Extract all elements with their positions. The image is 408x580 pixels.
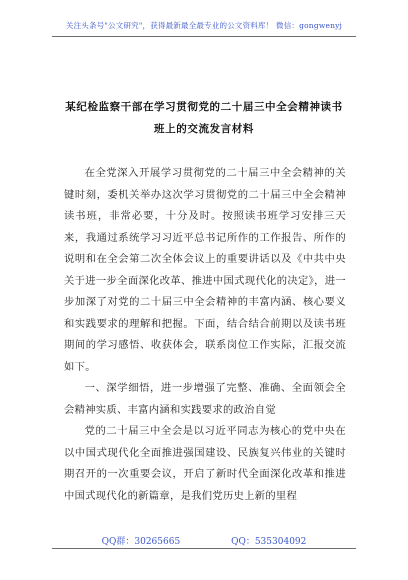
document-title-line1: 某纪检监察干部在学习贯彻党的二十届三中全会精神读书 — [65, 101, 343, 113]
paragraph-section-heading: 一、深学细悟，进一步增强了完整、准确、全面领会全会精神实质、丰富内涵和实践要求的政治自觉 — [64, 382, 346, 416]
document-title-line2: 班上的交流发言材料 — [154, 123, 254, 135]
footer-divider — [52, 548, 356, 549]
footer-contact — [0, 534, 408, 547]
paragraph-section-body: 党的二十届三中全会是以习近平同志为核心的党中央在以中国式现代化全面推进强国建设、民族复兴伟业的关键时期召开的一次重要会议，开启了新时代全面深化改革和推进中国式现代化的新篇章，是我们党历史上新的里程 — [64, 425, 346, 502]
paragraph-intro: 在全党深入开展学习贯彻党的二十届三中全会精神的关键时刻，委机关举办这次学习贯彻党的二十届三中全会精神读书班，非常必要，十分及时。按照读书班学习安排三天来，我通过系统学习习近平总书记所作的工作报告、所作的说明和在全会第二次全体会议上的重要讲话以及《中共中央关于进一步全面深化改革、推进中国式现代化的决定》，进一步加深了对党的二十届三中全会精神的丰富内涵、核心要义和实践要求的理解和把握。下面，结合结合前期以及读书班期间的学习感悟、收获体会，联系岗位工作实际，汇报交流如下。 — [64, 167, 346, 373]
footer-qq-group: QQ群：30265665 — [101, 537, 181, 547]
footer-qq-number: QQ：535304092 — [231, 537, 307, 547]
document-body — [64, 163, 346, 507]
header-divider — [52, 36, 356, 37]
header-note: 关注头条号"公文研究"，获得最新最全最专业的公文资料库！ 微信：gongwenyj — [65, 21, 343, 30]
